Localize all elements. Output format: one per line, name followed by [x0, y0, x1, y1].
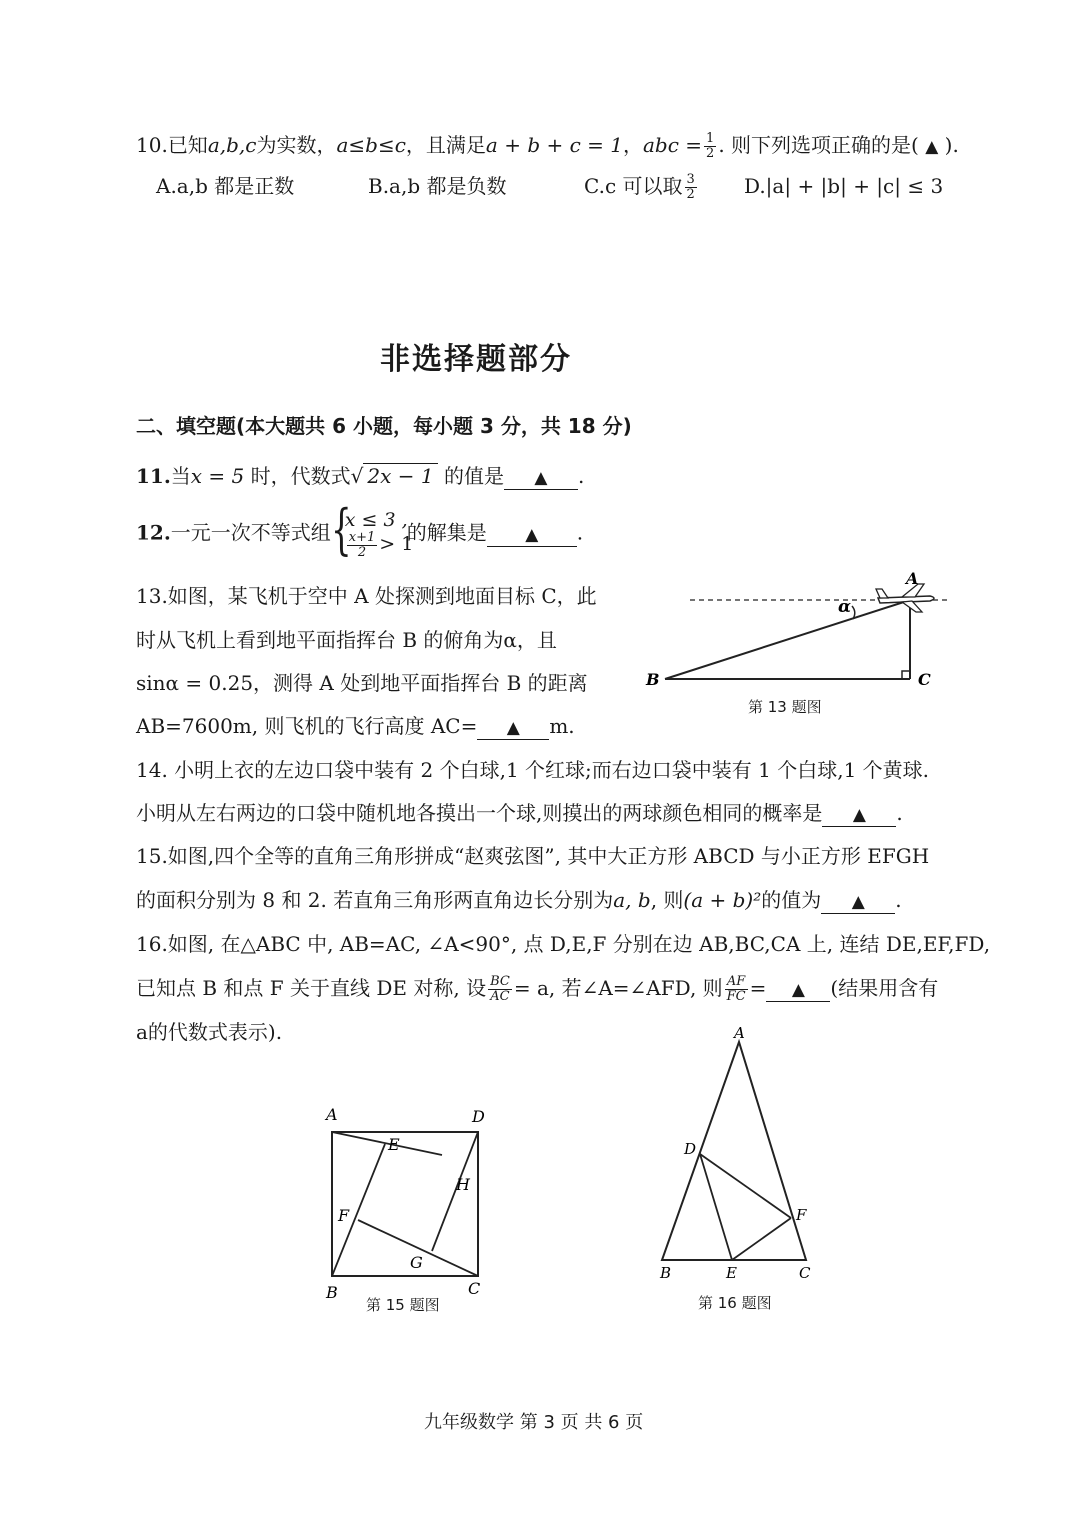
- q10-option-a: A.a,b 都是正数: [156, 174, 295, 198]
- q10-fraction: $\frac{1}{2}$: [706, 131, 715, 161]
- q12: 12.一元一次不等式组 { x ≤ 3 , $\frac{x+1}{2}$ > 1 的解集是 ▲ .: [136, 504, 583, 564]
- fig13-caption: 第 13 题图: [748, 698, 822, 716]
- q14-line-1: 14. 小明上衣的左边口袋中装有 2 个白球,1 个红球;而右边口袋中装有 1 个白球,1 个黄球.: [136, 758, 930, 782]
- fig15-label-c: C: [468, 1279, 481, 1298]
- q10-option-c: C.c 可以取 $\frac{3}{2}$: [584, 172, 695, 202]
- fig15-label-a: A: [326, 1105, 338, 1124]
- q16-line-3: a的代数式表示).: [136, 1020, 283, 1044]
- fig13-label-c: C: [918, 670, 931, 689]
- q10-number: 10.: [136, 133, 168, 157]
- line-ef: [732, 1218, 791, 1260]
- outer-square-abcd: [332, 1132, 478, 1276]
- fig15-label-d: D: [472, 1107, 485, 1126]
- q15-line-2: 的面积分别为 8 和 2. 若直角三角形两直角边长分别为a, b, 则(a + b)²的值为 ▲ .: [136, 888, 902, 912]
- left-brace-icon: {: [330, 498, 352, 561]
- fig15-label-e: E: [388, 1135, 400, 1154]
- fig16-label-d: D: [684, 1140, 697, 1158]
- page-footer: 九年级数学 第 3 页 共 6 页: [424, 1412, 644, 1433]
- section-title: 非选择题部分: [380, 342, 572, 377]
- q12-answer-blank[interactable]: ▲: [487, 522, 577, 547]
- fig13-label-alpha: α: [838, 597, 852, 617]
- q13-line-4: AB=7600m, 则飞机的飞行高度 AC= ▲ m.: [136, 714, 575, 738]
- fig16-label-c: C: [799, 1264, 811, 1282]
- figure-15: [318, 1098, 502, 1302]
- fig16-label-f: F: [796, 1206, 807, 1224]
- section-subtitle: 二、填空题(本大题共 6 小题，每小题 3 分，共 18 分): [136, 414, 632, 438]
- q15-line-1: 15.如图,四个全等的直角三角形拼成“赵爽弦图”, 其中大正方形 ABCD 与小正方形 EFGH: [136, 844, 930, 868]
- fig16-label-b: B: [660, 1264, 672, 1282]
- right-angle-mark: [902, 671, 910, 679]
- figure-16: [648, 1022, 828, 1286]
- q11-answer-blank[interactable]: ▲: [504, 465, 578, 490]
- q16-line-1: 16.如图, 在△ABC 中, AB=AC, ∠A<90°, 点 D,E,F 分别在边 AB,BC,CA 上, 连结 DE,EF,FD,: [136, 932, 991, 956]
- radical-sign: √: [350, 464, 364, 488]
- fig16-label-a: A: [734, 1024, 745, 1042]
- fig15-label-f: F: [338, 1206, 350, 1225]
- q10-option-d: D.|a| + |b| + |c| ≤ 3: [744, 174, 944, 198]
- q10-stem: 10.已知a,b,c为实数，a≤b≤c，且满足a + b + c = 1，abc = $\frac{1}{2}$ . 则下列选项正确的是( ▲ ).: [136, 131, 959, 161]
- fig15-caption: 第 15 题图: [366, 1296, 440, 1314]
- q10-option-b: B.a,b 都是负数: [368, 174, 507, 198]
- q14-answer-blank[interactable]: ▲: [822, 802, 896, 827]
- q16-line-2: 已知点 B 和点 F 关于直线 DE 对称, 设 $\frac{BC}{AC}$ = a, 若∠A=∠AFD, 则 $\frac{AF}{FC}$ = ▲ (结果用含有: [136, 974, 939, 1004]
- line-ab: [665, 600, 910, 679]
- q13-line-2: 时从飞机上看到地平面指挥台 B 的俯角为α，且: [136, 628, 557, 652]
- angle-arc: [852, 606, 855, 619]
- q11: 11.当x = 5 时，代数式√ 2x − 1 的值是 ▲ .: [136, 464, 585, 488]
- q13-line-3: sinα = 0.25，测得 A 处到地平面指挥台 B 的距离: [136, 671, 588, 695]
- fig15-label-b: B: [326, 1283, 338, 1302]
- inequality-system: { x ≤ 3 , $\frac{x+1}{2}$ > 1: [330, 498, 414, 561]
- q14-line-2: 小明从左右两边的口袋中随机地各摸出一个球,则摸出的两球颜色相同的概率是 ▲ .: [136, 801, 903, 825]
- q13-line-1: 13.如图，某飞机于空中 A 处探测到地面目标 C，此: [136, 584, 597, 608]
- fig16-caption: 第 16 题图: [698, 1294, 772, 1312]
- q13-answer-blank[interactable]: ▲: [477, 715, 549, 740]
- line-de: [700, 1154, 732, 1260]
- answer-mark-icon: ▲: [925, 137, 939, 157]
- fig16-label-e: E: [726, 1264, 737, 1282]
- q15-answer-blank[interactable]: ▲: [821, 889, 895, 914]
- q16-answer-blank[interactable]: ▲: [766, 977, 830, 1002]
- fig15-label-h: H: [456, 1175, 470, 1194]
- fig13-label-b: B: [646, 670, 660, 689]
- fig15-label-g: G: [410, 1253, 423, 1272]
- fig13-label-a: A: [906, 569, 919, 588]
